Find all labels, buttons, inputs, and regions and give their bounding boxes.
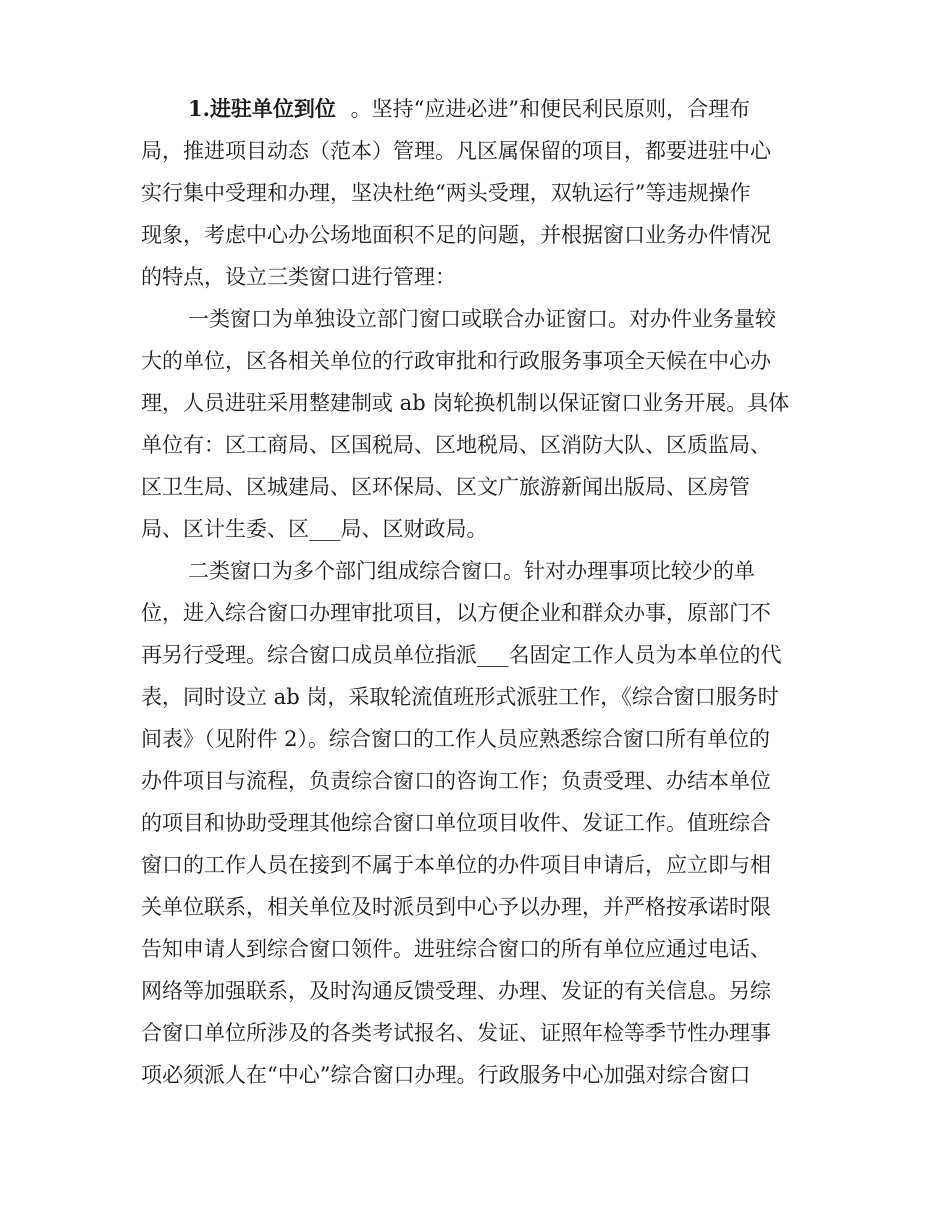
text-line: 二类窗口为多个部门组成综合窗口。针对办理事项比较少的单 [188, 559, 755, 583]
text-line: 间表》（见附件 2）。综合窗口的工作人员应熟悉综合窗口所有单位的 [141, 727, 771, 751]
text-line: 局，推进项目动态（范本）管理。凡区属保留的项目，都要进驻中心 [141, 139, 771, 163]
text-line: 理，人员进驻采用整建制或 ab 岗轮换机制以保证窗口业务开展。具体 [141, 391, 790, 415]
text-line: 关单位联系，相关单位及时派员到中心予以办理，并严格按承诺时限 [141, 895, 771, 919]
text-line: 告知申请人到综合窗口领件。进驻综合窗口的所有单位应通过电话、 [141, 937, 771, 961]
text-line: 窗口的工作人员在接到不属于本单位的办件项目申请后，应立即与相 [141, 853, 771, 877]
text-line: 一类窗口为单独设立部门窗口或联合办证窗口。对办件业务量较 [188, 307, 776, 331]
text-line: 合窗口单位所涉及的各类考试报名、发证、证照年检等季节性办理事 [141, 1021, 771, 1045]
text-line: 单位有：区工商局、区国税局、区地税局、区消防大队、区质监局、 [141, 433, 771, 457]
text-line: 的项目和协助受理其他综合窗口单位项目收件、发证工作。值班综合 [141, 811, 771, 835]
text-line: 现象，考虑中心办公场地面积不足的问题，并根据窗口业务办件情况 [141, 223, 771, 247]
text-line: 位，进入综合窗口办理审批项目，以方便企业和群众办事，原部门不 [141, 601, 771, 625]
text-line: 区卫生局、区城建局、区环保局、区文广旅游新闻出版局、区房管 [141, 475, 750, 499]
text-line: 再另行受理。综合窗口成员单位指派___名固定工作人员为本单位的代 [141, 643, 782, 667]
text-line: 局、区计生委、区___局、区财政局。 [141, 517, 488, 541]
text-line: 的特点，设立三类窗口进行管理： [141, 265, 456, 289]
text-line: 表，同时设立 ab 岗，采取轮流值班形式派驻工作，《综合窗口服务时 [141, 685, 779, 709]
text-line: 。坚持“应进必进”和便民利民原则，合理布 [350, 97, 751, 121]
text-line: 大的单位，区各相关单位的行政审批和行政服务事项全天候在中心办 [141, 349, 771, 373]
section-heading: 1.进驻单位到位 [188, 96, 336, 121]
text-line: 实行集中受理和办理，坚决杜绝“两头受理，双轨运行”等违规操作 [141, 181, 751, 205]
text-line: 项必须派人在“中心”综合窗口办理。行政服务中心加强对综合窗口 [141, 1063, 751, 1087]
text-line: 网络等加强联系，及时沟通反馈受理、办理、发证的有关信息。另综 [141, 979, 771, 1003]
section-1-first-line [188, 95, 750, 123]
text-line: 办件项目与流程，负责综合窗口的咨询工作；负责受理、办结本单位 [141, 769, 771, 793]
